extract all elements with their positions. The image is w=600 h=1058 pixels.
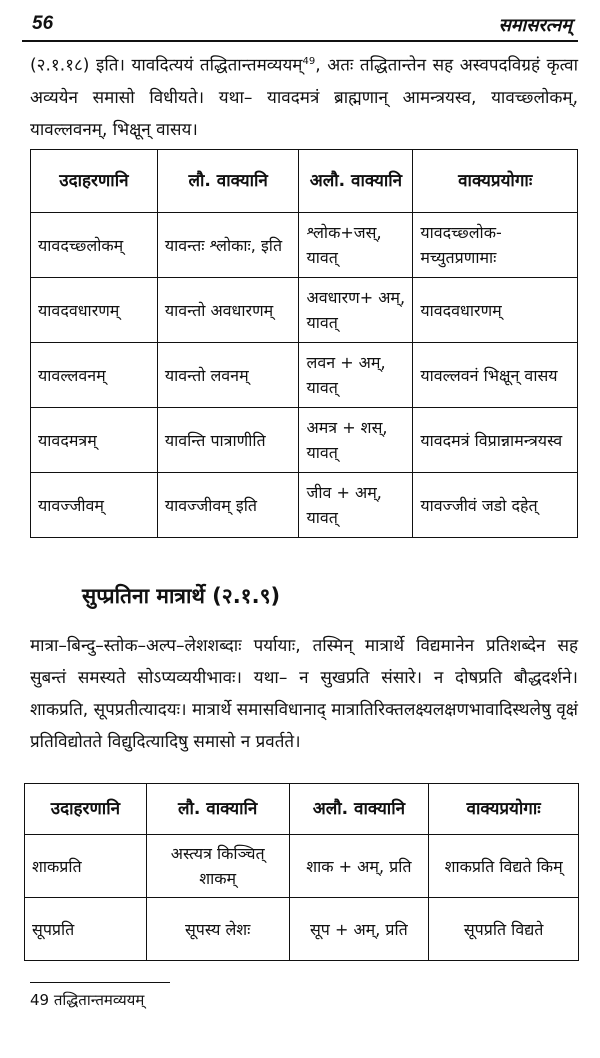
table-cell: यावन्तो लवनम् (157, 343, 299, 408)
column-header: लौ. वाक्यानि (146, 784, 289, 835)
table-row (31, 408, 578, 473)
footnote-divider (30, 982, 170, 983)
table-cell: सूपप्रति (25, 898, 147, 961)
column-header: अलौ. वाक्यानि (289, 784, 429, 835)
table-row (31, 473, 578, 538)
table-cell: अवधारण+ अम्, यावत् (299, 278, 413, 343)
table-cell: यावल्लवनम् (31, 343, 158, 408)
table-row (31, 278, 578, 343)
column-header: वाक्यप्रयोगाः (413, 150, 578, 213)
column-header: उदाहरणानि (25, 784, 147, 835)
table-row (31, 343, 578, 408)
intro-text: (२.१.१८) इति। यावदित्ययं तद्धितान्तमव्ययम् (30, 55, 303, 76)
table-cell: अस्त्यत्र किञ्चित् शाकम् (146, 835, 289, 898)
table-cell: जीव + अम्, यावत् (299, 473, 413, 538)
page-header (22, 10, 578, 42)
table-cell: यावन्तः श्लोकाः, इति (157, 213, 299, 278)
table-cell: शाक + अम्, प्रति (289, 835, 429, 898)
table-cell: यावज्जीवम् (31, 473, 158, 538)
table-row (31, 213, 578, 278)
examples-table-1 (30, 149, 578, 538)
section-paragraph: मात्रा–बिन्दु–स्तोक–अल्प–लेशशब्दाः पर्यायाः, तस्मिन् मात्रार्थे विद्यमानेन प्रतिशब्देन सह सुबन्तं समस्यते सोऽप्यव्ययीभावः। यथा– न सुखप्रति संसारे। न दोषप्रति बौद्धदर्शने। शाकप्रति, सूपप्रतीत्यादयः। मात्रार्थे समासविधानाद् मात्रातिरिक्तलक्ष्यलक्षणभावादिस्थलेषु वृक्षं प्रतिविद्योतते विद्युदित्यादिषु समासो न प्रवर्तते। (30, 636, 578, 752)
table-cell: यावदवधारणम् (413, 278, 578, 343)
table-row (25, 898, 579, 961)
table-cell: सूपस्य लेशः (146, 898, 289, 961)
table-cell: शाकप्रति विद्यते किम् (429, 835, 579, 898)
table-cell: यावज्जीवं जडो दहेत् (413, 473, 578, 538)
footnote: 49 तद्धितान्तमव्ययम् (30, 991, 145, 1009)
running-title: समासरत्नम् (498, 15, 572, 36)
table-cell: यावदवधारणम् (31, 278, 158, 343)
column-header: वाक्यप्रयोगाः (429, 784, 579, 835)
table-cell: यावदच्छ्लोकम् (31, 213, 158, 278)
footnote-marker: 49 (302, 56, 316, 67)
intro-text-continued: , अतः तद्धितान्तेन सह अस्वपदविग्रहं कृत्वा अव्ययेन समासो विधीयते। यथा– यावदमत्रं ब्राह्मणान् आमन्त्रयस्व, यावच्छ्लोकम्, यावल्लवनम्, भिक्षून् वासय। (30, 55, 578, 140)
table-cell: यावन्ति पात्राणीति (157, 408, 299, 473)
table-cell: यावन्तो अवधारणम् (157, 278, 299, 343)
intro-paragraph (30, 46, 578, 146)
table-cell: यावज्जीवम् इति (157, 473, 299, 538)
table-cell: सूप + अम्, प्रति (289, 898, 429, 961)
table-cell: लवन + अम्, यावत् (299, 343, 413, 408)
column-header: अलौ. वाक्यानि (299, 150, 413, 213)
table-header-row (31, 150, 578, 213)
table-cell: यावदमत्रं विप्रान्नामन्त्रयस्व (413, 408, 578, 473)
table-cell: यावल्लवनं भिक्षून् वासय (413, 343, 578, 408)
examples-table-2 (24, 783, 579, 961)
column-header: लौ. वाक्यानि (157, 150, 299, 213)
table-cell: शाकप्रति (25, 835, 147, 898)
table-cell: यावदमत्रम् (31, 408, 158, 473)
table-cell: सूपप्रति विद्यते (429, 898, 579, 961)
section-heading: सुप्प्रतिना मात्रार्थे (२.१.९) (82, 584, 281, 608)
table-row (25, 835, 579, 898)
table-cell: यावदच्छ्लोक-मच्युतप्रणामाः (413, 213, 578, 278)
table-header-row (25, 784, 579, 835)
table-cell: अमत्र + शस्, यावत् (299, 408, 413, 473)
page-number: 56 (32, 13, 54, 34)
column-header: उदाहरणानि (31, 150, 158, 213)
table-cell: श्लोक+जस्, यावत् (299, 213, 413, 278)
